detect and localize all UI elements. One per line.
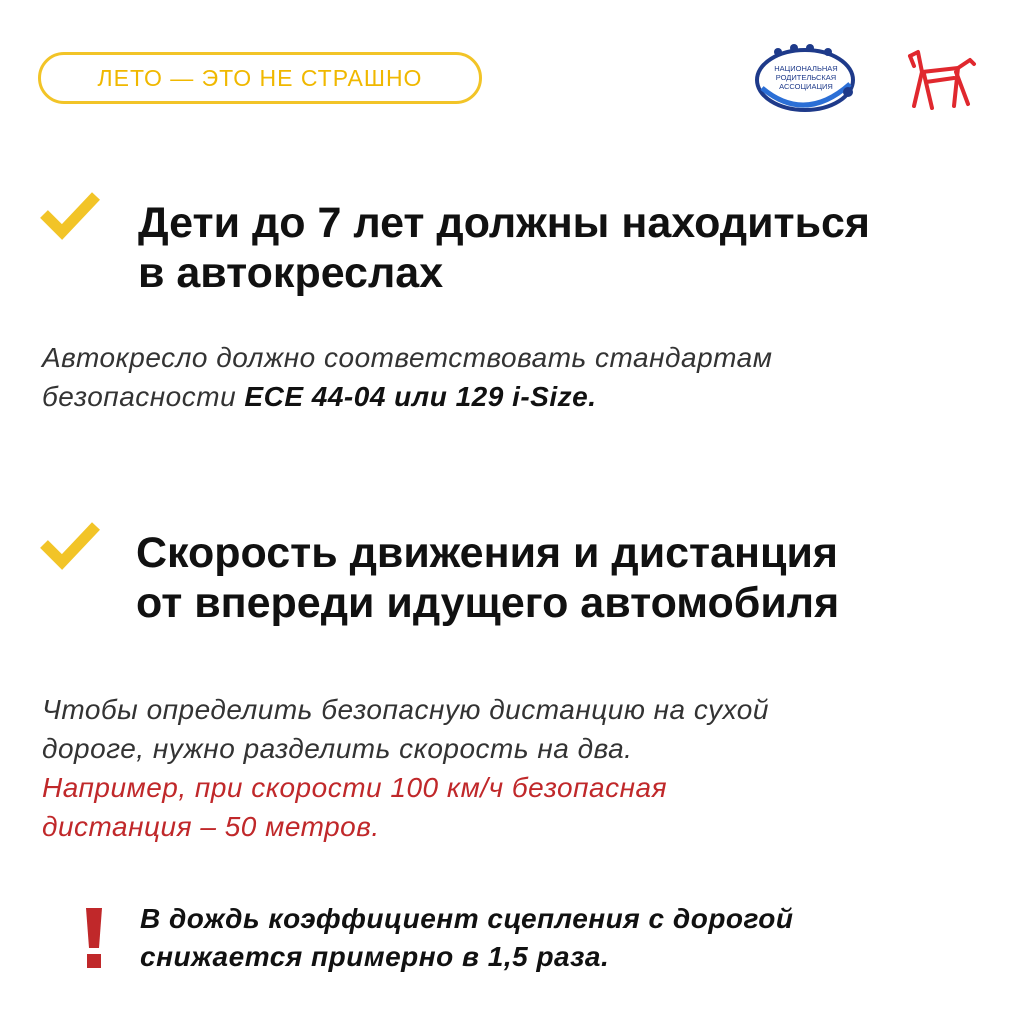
standard-names: ECE 44-04 или 129 i-Size. (244, 381, 597, 412)
exclamation-icon (80, 908, 108, 970)
item-1-heading: Дети до 7 лет должны находиться в автокреслах (138, 199, 871, 297)
item-2-description: Чтобы определить безопасную дистанцию на сухой дороге, нужно разделить скорость на два. Например, при скорости 100 км/ч безопасная дистанция – 50 метров. (42, 694, 769, 842)
horse-logo (904, 48, 978, 112)
warning-note: В дождь коэффициент сцепления с дорогой снижается примерно в 1,5 раза. (140, 903, 794, 972)
section-tag (38, 52, 482, 104)
item-1-description: Автокресло должно соответствовать стандартам безопасности ECE 44-04 или 129 i-Size. (42, 342, 773, 412)
item-2-heading: Скорость движения и дистанция от впереди идущего автомобиля (136, 529, 840, 627)
association-logo-text: НАЦИОНАЛЬНАЯ РОДИТЕЛЬСКАЯ АССОЦИАЦИЯ (774, 64, 838, 91)
section-tag-label: ЛЕТО — ЭТО НЕ СТРАШНО (97, 64, 423, 91)
example-text: дистанция – 50 метров. (42, 811, 380, 842)
horse-logo-icon (904, 48, 978, 112)
example-text: Например, при скорости 100 км/ч безопасная (42, 772, 668, 803)
checkmark-icon (38, 520, 102, 570)
checkmark-icon (38, 190, 102, 240)
association-logo (750, 42, 860, 116)
